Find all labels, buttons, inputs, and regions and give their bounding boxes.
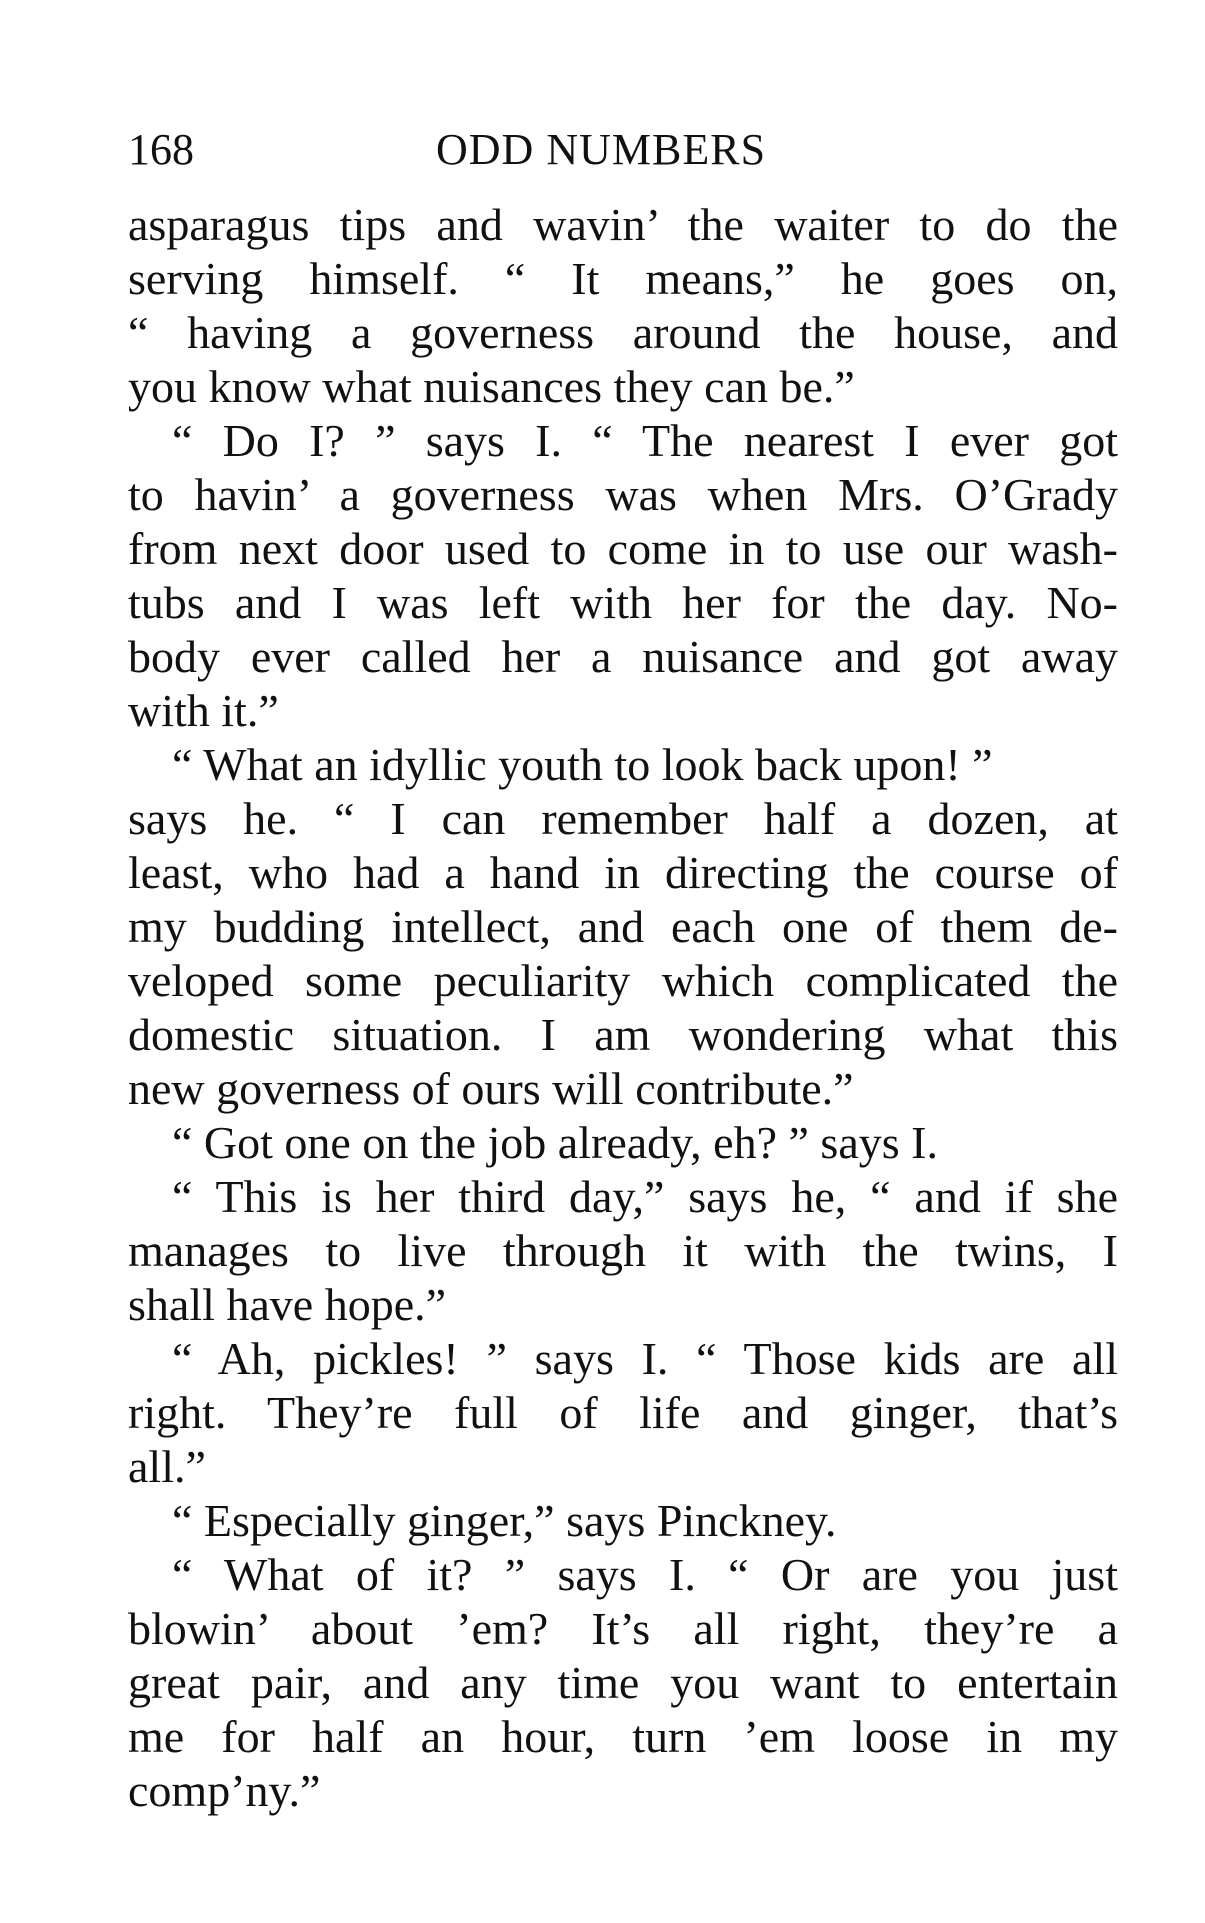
- text-line: with it.”: [128, 685, 279, 736]
- text-line: “ Do I? ” says I. “ The nearest I ever got: [172, 415, 1118, 466]
- text-line: to havin’ a governess was when Mrs. O’Grady: [128, 469, 1118, 520]
- text-line: “ Ah, pickles! ” says I. “ Those kids are all: [172, 1333, 1118, 1384]
- text-line: “ Got one on the job already, eh? ” says I.: [172, 1117, 938, 1168]
- text-line: “ This is her third day,” says he, “ and if she: [172, 1171, 1118, 1222]
- text-line: tubs and I was left with her for the day. No-: [128, 577, 1118, 628]
- text-line: all.”: [128, 1441, 206, 1492]
- text-line: says he. “ I can remember half a dozen, at: [128, 793, 1118, 844]
- text-line: body ever called her a nuisance and got away: [128, 631, 1118, 682]
- text-line: my budding intellect, and each one of them de-: [128, 901, 1118, 952]
- text-line: from next door used to come in to use our wash-: [128, 523, 1118, 574]
- text-line: right. They’re full of life and ginger, that’s: [128, 1387, 1118, 1438]
- text-line: “ What of it? ” says I. “ Or are you just: [172, 1549, 1118, 1600]
- text-line: comp’ny.”: [128, 1765, 321, 1816]
- text-line: new governess of ours will contribute.”: [128, 1063, 854, 1114]
- running-head: [128, 120, 1118, 180]
- page-number: 168: [128, 125, 194, 174]
- text-line: “ What an idyllic youth to look back upon! ”: [172, 739, 993, 790]
- text-line: asparagus tips and wavin’ the waiter to do the: [128, 199, 1118, 250]
- text-line: veloped some peculiarity which complicated the: [128, 955, 1118, 1006]
- text-line: manages to live through it with the twins, I: [128, 1225, 1118, 1276]
- text-line: shall have hope.”: [128, 1279, 447, 1330]
- text-line: great pair, and any time you want to entertain: [128, 1657, 1118, 1708]
- text-line: me for half an hour, turn ’em loose in my: [128, 1711, 1118, 1762]
- running-title: ODD NUMBERS: [436, 125, 767, 174]
- text-line: “ having a governess around the house, and: [128, 307, 1118, 358]
- text-line: “ Especially ginger,” says Pinckney.: [172, 1495, 837, 1546]
- text-line: blowin’ about ’em? It’s all right, they’re a: [128, 1603, 1118, 1654]
- text-line: serving himself. “ It means,” he goes on,: [128, 253, 1118, 304]
- text-line: you know what nuisances they can be.”: [128, 361, 855, 412]
- text-line: least, who had a hand in directing the course of: [128, 847, 1118, 898]
- body-text: [128, 198, 1118, 1818]
- text-line: domestic situation. I am wondering what this: [128, 1009, 1118, 1060]
